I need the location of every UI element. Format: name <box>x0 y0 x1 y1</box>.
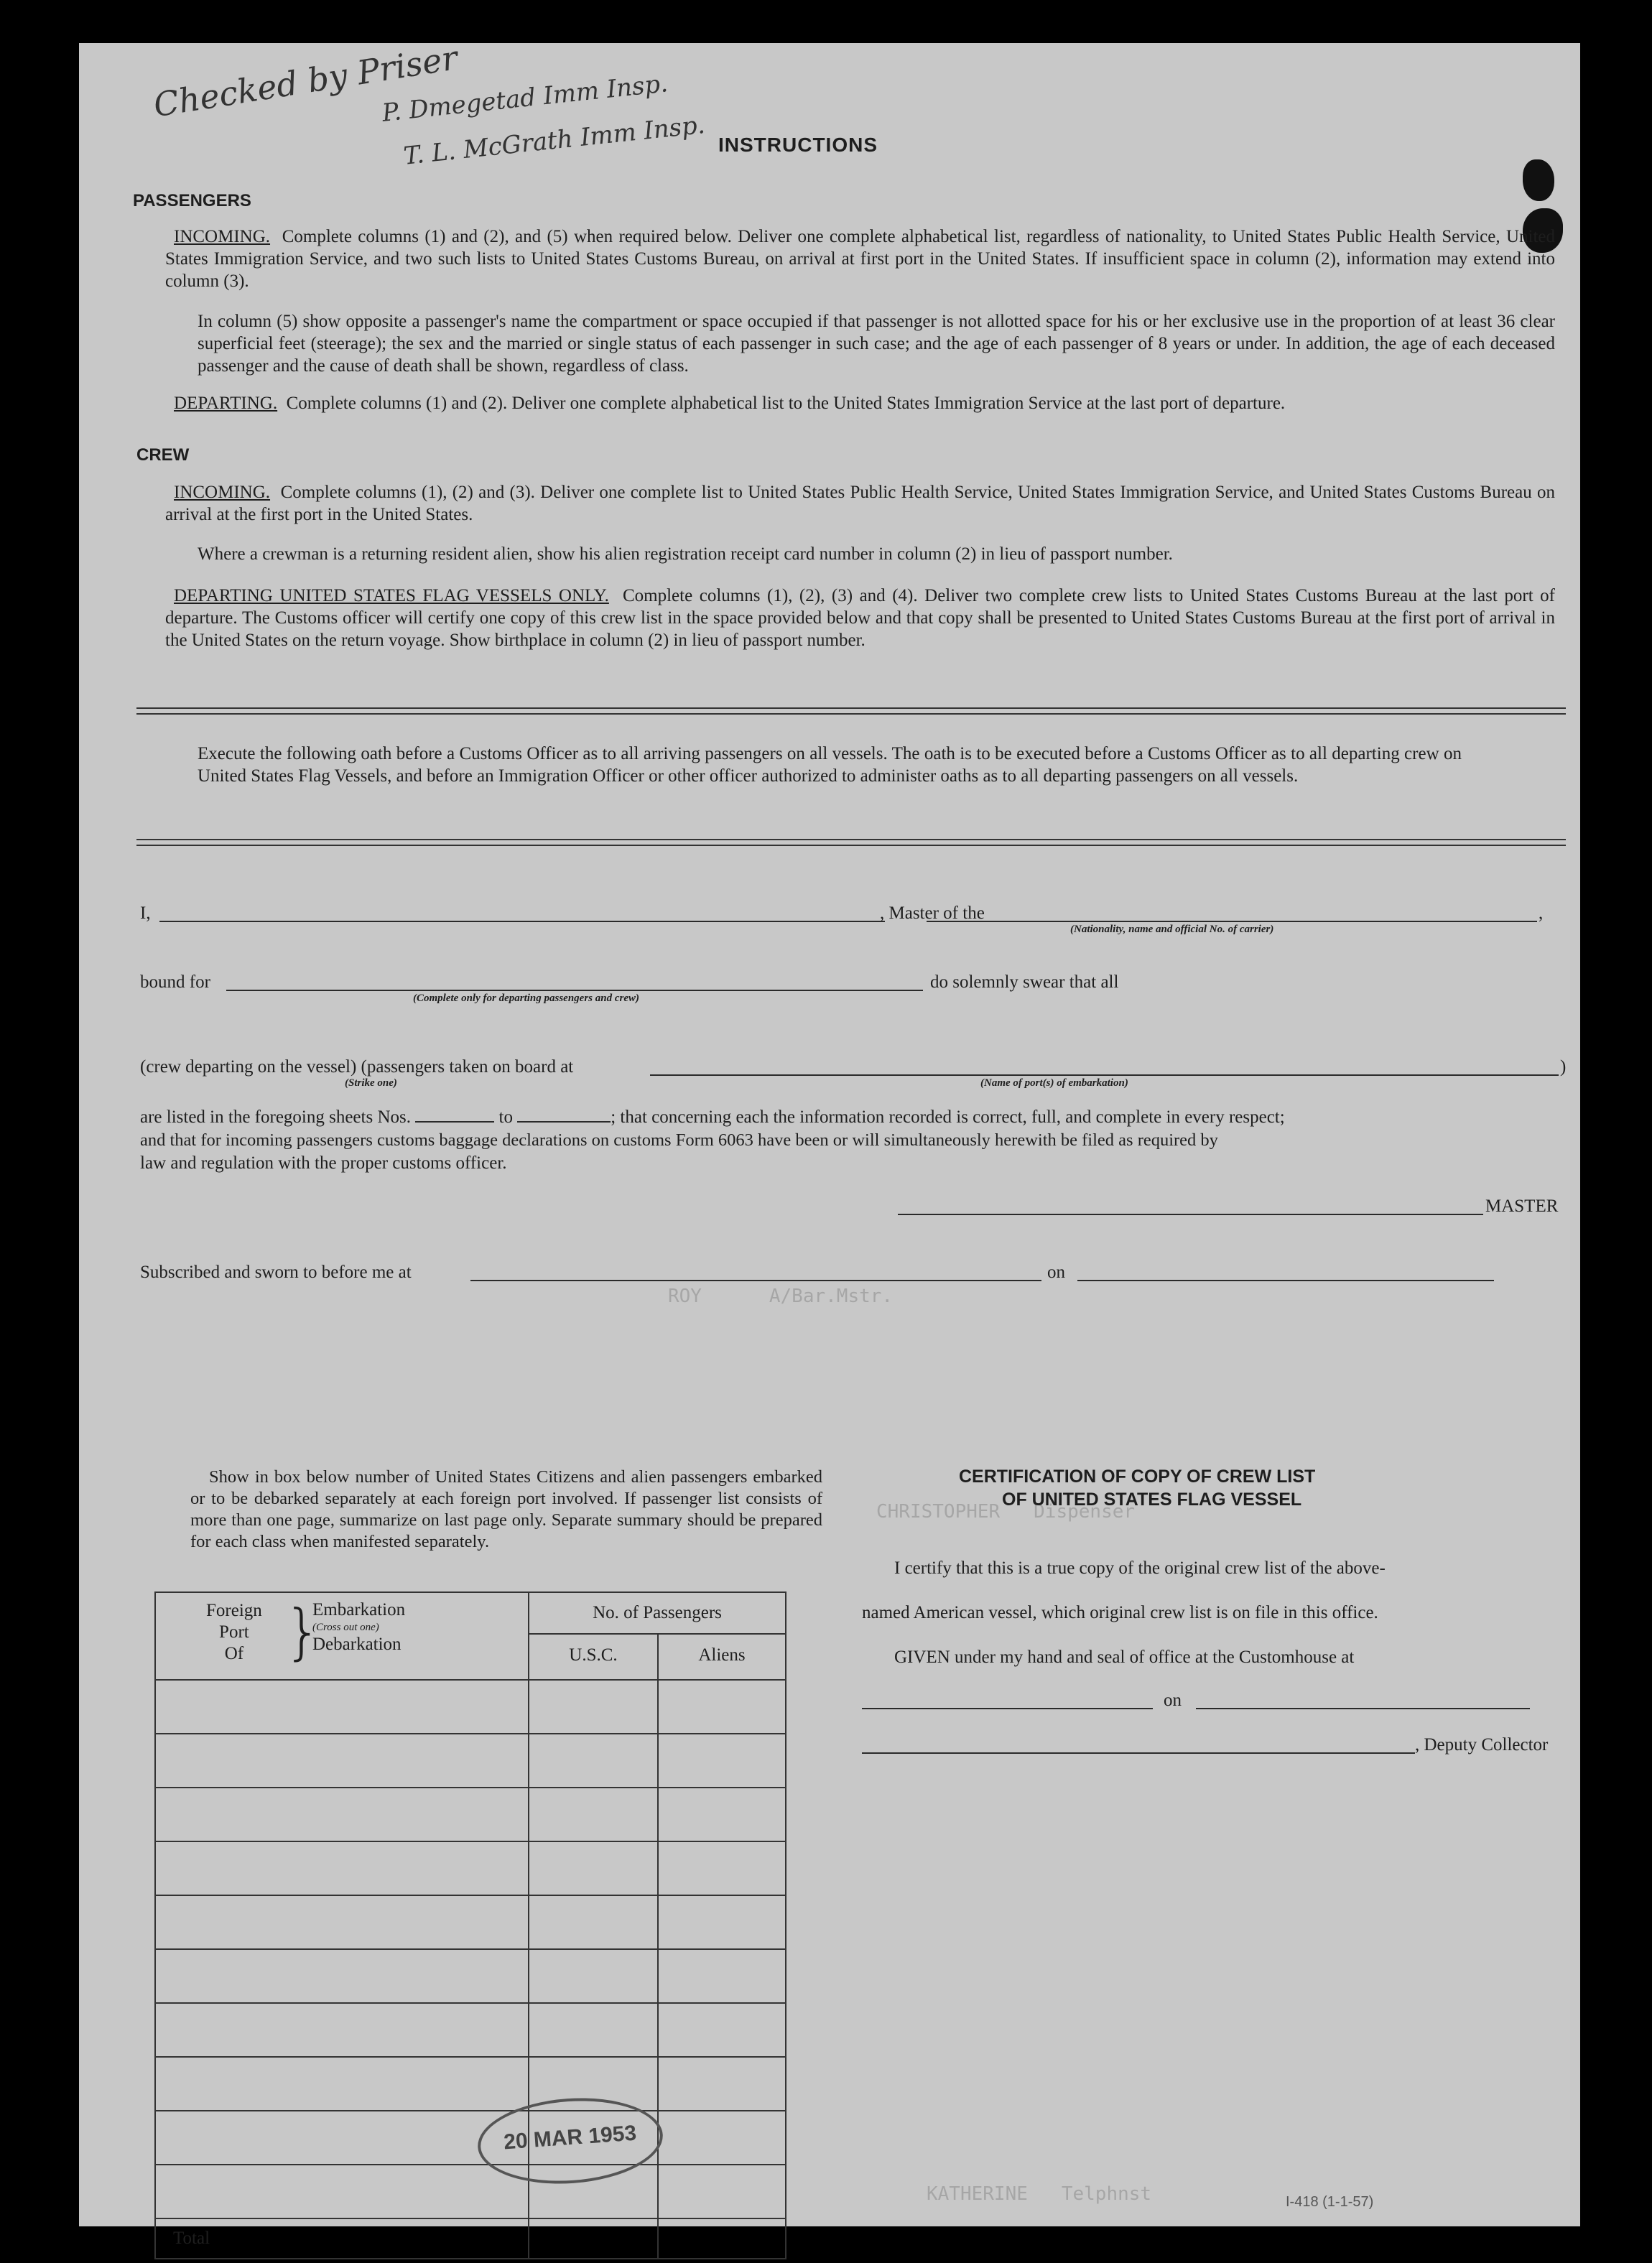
table-row <box>155 1788 786 1841</box>
cert-on-label: on <box>1164 1691 1182 1710</box>
oath-i: I, <box>140 903 151 923</box>
listed-rest: ; that concerning each the information recorded is correct, full, and complete in every respect; <box>611 1107 1285 1127</box>
port-cell[interactable] <box>155 2057 529 2111</box>
table-row <box>155 1841 786 1895</box>
col-aliens: Aliens <box>698 1645 746 1665</box>
form-number: I-418 (1-1-57) <box>1286 2194 1374 2210</box>
crew-incoming-paragraph <box>165 481 1555 526</box>
departing-text: Complete columns (1) and (2). Deliver one complete alphabetical list to the United States Immigration Service at the last port of departure. <box>286 394 1286 413</box>
table-row <box>155 2165 786 2218</box>
col-usc: U.S.C. <box>529 1635 659 1679</box>
table-row <box>155 2057 786 2111</box>
master-name-field[interactable] <box>159 921 885 922</box>
port-cell[interactable] <box>155 2111 529 2165</box>
no-of-passengers: No. of Passengers <box>529 1593 785 1635</box>
table-row <box>155 1949 786 2003</box>
col-of: Of <box>224 1644 244 1663</box>
passengers-departing-paragraph <box>165 392 1555 414</box>
table-row <box>155 1680 786 1734</box>
column5-paragraph: In column (5) show opposite a passenger's name the compartment or space occupied if that passenger is not allotted space for his or her exclusive use in the proportion of at least 36 clear superficial feet (steerage); the sex and the married or single status of each passenger in such case; and the age of each passenger of 8 years or under. In addition, the age of each deceased passenger and the cause of death shall be shown, regardless of class. <box>198 312 1555 376</box>
summary-instructions: Show in box below number of United States Citizens and alien passengers embarked or to be debarked separately at each foreign port involved. If passenger list consists of more than one page, summarize on last page only. Separate summary should be prepared for each class when manifested separately. <box>190 1467 822 1551</box>
sworn-place-field[interactable] <box>470 1280 1041 1281</box>
aliens-cell[interactable] <box>658 2111 786 2165</box>
embarkation-port-field[interactable] <box>650 1074 1559 1076</box>
comma: , <box>1539 903 1544 923</box>
section-heading-passengers: PASSENGERS <box>133 191 251 210</box>
col-port: Port <box>219 1622 249 1642</box>
page-title: INSTRUCTIONS <box>718 134 878 156</box>
cert-text-1: I certify that this is a true copy of the original crew list of the above- <box>894 1558 1386 1578</box>
port-cell[interactable] <box>155 1734 529 1788</box>
certification-subtitle: OF UNITED STATES FLAG VESSEL <box>1002 1490 1302 1510</box>
aliens-cell[interactable] <box>658 2003 786 2057</box>
subscribed-label: Subscribed and sworn to before me at <box>140 1263 412 1282</box>
listed-sheets-line <box>140 1106 1569 1129</box>
swear-label: do solemnly swear that all <box>930 972 1119 992</box>
deputy-signature-field[interactable] <box>862 1752 1415 1754</box>
pax-header-cell <box>529 1592 786 1680</box>
alien-paragraph: Where a crewman is a returning resident alien, show his alien registration receipt card number in column (2) in lieu of passport number. <box>198 544 1173 564</box>
crew-departing-label: DEPARTING UNITED STATES FLAG VESSELS ONLY. <box>174 586 609 605</box>
aliens-cell[interactable] <box>658 2057 786 2111</box>
handwritten-note: Checked by Priser <box>151 38 460 125</box>
carrier-field[interactable] <box>927 921 1537 922</box>
table-row <box>155 1895 786 1949</box>
ink-blot <box>1523 159 1554 201</box>
table-row <box>155 2111 786 2165</box>
crew-incoming-text: Complete columns (1), (2) and (3). Deliver one complete list to United States Public Health Service, United States Immigration Service, and United States Customs Bureau on arrival at the first port in the United States. <box>165 483 1555 524</box>
table-row <box>155 2003 786 2057</box>
table-header-row <box>155 1592 786 1680</box>
col-cross-out: (Cross out one) <box>312 1622 379 1633</box>
double-rule <box>136 707 1566 715</box>
crew-departing-label: (crew departing on the vessel) (passengers taken on board at <box>140 1057 574 1077</box>
usc-cell[interactable] <box>529 1734 658 1788</box>
certification-title: CERTIFICATION OF COPY OF CREW LIST <box>959 1467 1316 1487</box>
handwritten-note: T. L. McGrath Imm Insp. <box>402 110 707 171</box>
oath-line-3: law and regulation with the proper customs officer. <box>140 1153 507 1173</box>
usc-cell[interactable] <box>529 1788 658 1841</box>
master-of-label: , Master of the <box>880 903 985 923</box>
sheet-to-field[interactable] <box>517 1121 611 1123</box>
usc-cell[interactable] <box>529 2003 658 2057</box>
port-cell[interactable] <box>155 1841 529 1895</box>
usc-cell[interactable] <box>529 1895 658 1949</box>
bleed-through-text: CHRISTOPHER Dispenser <box>876 1501 1136 1523</box>
port-cell[interactable] <box>155 1895 529 1949</box>
close-paren: ) <box>1560 1057 1567 1077</box>
listed-label: are listed in the foregoing sheets Nos. <box>140 1107 411 1127</box>
passengers-incoming-paragraph <box>165 226 1555 292</box>
sworn-date-field[interactable] <box>1077 1280 1494 1281</box>
crew-departing-text: Complete columns (1), (2), (3) and (4). Deliver two complete crew lists to United States Customs Bureau at the last port of departure. The Customs officer will certify one copy of this crew list in the space provided below and that copy shall be presented to United States Customs Bureau at the first port of arrival in the United States on the return voyage. Show birthplace in column (2) in lieu of passport number. <box>165 586 1556 650</box>
complete-note: (Complete only for departing passengers and crew) <box>413 993 639 1004</box>
document-page <box>79 38 1580 2248</box>
aliens-cell[interactable] <box>658 1841 786 1895</box>
port-cell[interactable] <box>155 1788 529 1841</box>
foreign-port-of <box>206 1600 262 1665</box>
total-label: Total <box>155 2218 529 2259</box>
aliens-cell[interactable] <box>658 1895 786 1949</box>
port-cell[interactable] <box>155 2165 529 2218</box>
aliens-cell[interactable] <box>658 2165 786 2218</box>
crew-incoming-label: INCOMING. <box>174 483 271 502</box>
aliens-cell[interactable] <box>658 1680 786 1734</box>
master-signature-field[interactable] <box>898 1214 1483 1215</box>
aliens-cell[interactable] <box>658 1788 786 1841</box>
aliens-cell[interactable] <box>658 1949 786 2003</box>
bound-for-label: bound for <box>140 972 210 992</box>
sworn-on-label: on <box>1047 1263 1065 1282</box>
incoming-label: INCOMING. <box>174 227 271 246</box>
oath-line-2: and that for incoming passengers customs baggage declarations on customs Form 6063 have been or will simultaneously herewith be filed as required by <box>140 1130 1218 1150</box>
col-foreign: Foreign <box>206 1601 262 1620</box>
deputy-collector-label: , Deputy Collector <box>1415 1735 1549 1755</box>
nationality-note: (Nationality, name and official No. of carrier) <box>1070 924 1274 935</box>
cert-text-2: named American vessel, which original crew list is on file in this office. <box>862 1603 1378 1622</box>
port-cell[interactable] <box>155 1680 529 1734</box>
ports-note: (Name of port(s) of embarkation) <box>980 1077 1128 1089</box>
col-debarkation: Debarkation <box>312 1635 402 1654</box>
incoming-text: Complete columns (1) and (2), and (5) when required below. Deliver one complete alphabetical list, regardless of nationality, to United States Public Health Service, United States Immigration Service, and two such lists to United States Customs Bureau, on arrival at first port in the United States. If insufficient space in column (2), information may extend into column (3). <box>165 227 1556 291</box>
port-cell[interactable] <box>155 2003 529 2057</box>
cert-text-3: GIVEN under my hand and seal of office at the Customhouse at <box>894 1648 1355 1667</box>
table-row <box>155 1734 786 1788</box>
port-header-cell <box>155 1592 529 1680</box>
customhouse-field[interactable] <box>862 1708 1153 1709</box>
oath-intro: Execute the following oath before a Customs Officer as to all arriving passengers on all vessels. The oath is to be executed before a Customs Officer as to all departing crew on United States Flag Vessels, and before an Immigration Officer or other officer authorized to administer oaths as to all departing passengers on all vessels. <box>198 744 1462 786</box>
sheet-from-field[interactable] <box>415 1121 494 1123</box>
total-usc-cell[interactable] <box>529 2218 658 2259</box>
emb-header <box>312 1600 405 1655</box>
bleed-through-text: ROY A/Bar.Mstr. <box>668 1286 894 1307</box>
brace-glyph: } <box>284 1597 322 1667</box>
usc-cell[interactable] <box>529 1680 658 1734</box>
crew-departing-paragraph <box>165 585 1555 651</box>
handwritten-note: P. Dmegetad Imm Insp. <box>381 69 669 128</box>
strike-note: (Strike one) <box>345 1077 397 1089</box>
bound-for-field[interactable] <box>226 990 923 991</box>
listed-to-label: to <box>498 1107 513 1127</box>
section-heading-crew: CREW <box>136 445 190 465</box>
passenger-summary-table <box>154 1591 786 2259</box>
usc-cell[interactable] <box>529 1841 658 1895</box>
cert-date-field[interactable] <box>1196 1708 1530 1709</box>
stamp-date: 20 MAR 1953 <box>503 2121 638 2155</box>
port-cell[interactable] <box>155 1949 529 2003</box>
double-rule <box>136 839 1566 846</box>
total-row <box>155 2218 786 2259</box>
aliens-cell[interactable] <box>658 1734 786 1788</box>
master-label: MASTER <box>1485 1196 1559 1216</box>
total-aliens-cell[interactable] <box>658 2218 786 2259</box>
col-embarkation: Embarkation <box>312 1600 406 1620</box>
bleed-through-text: KATHERINE Telphnst <box>927 2183 1152 2205</box>
usc-cell[interactable] <box>529 1949 658 2003</box>
departing-label: DEPARTING. <box>174 394 278 413</box>
